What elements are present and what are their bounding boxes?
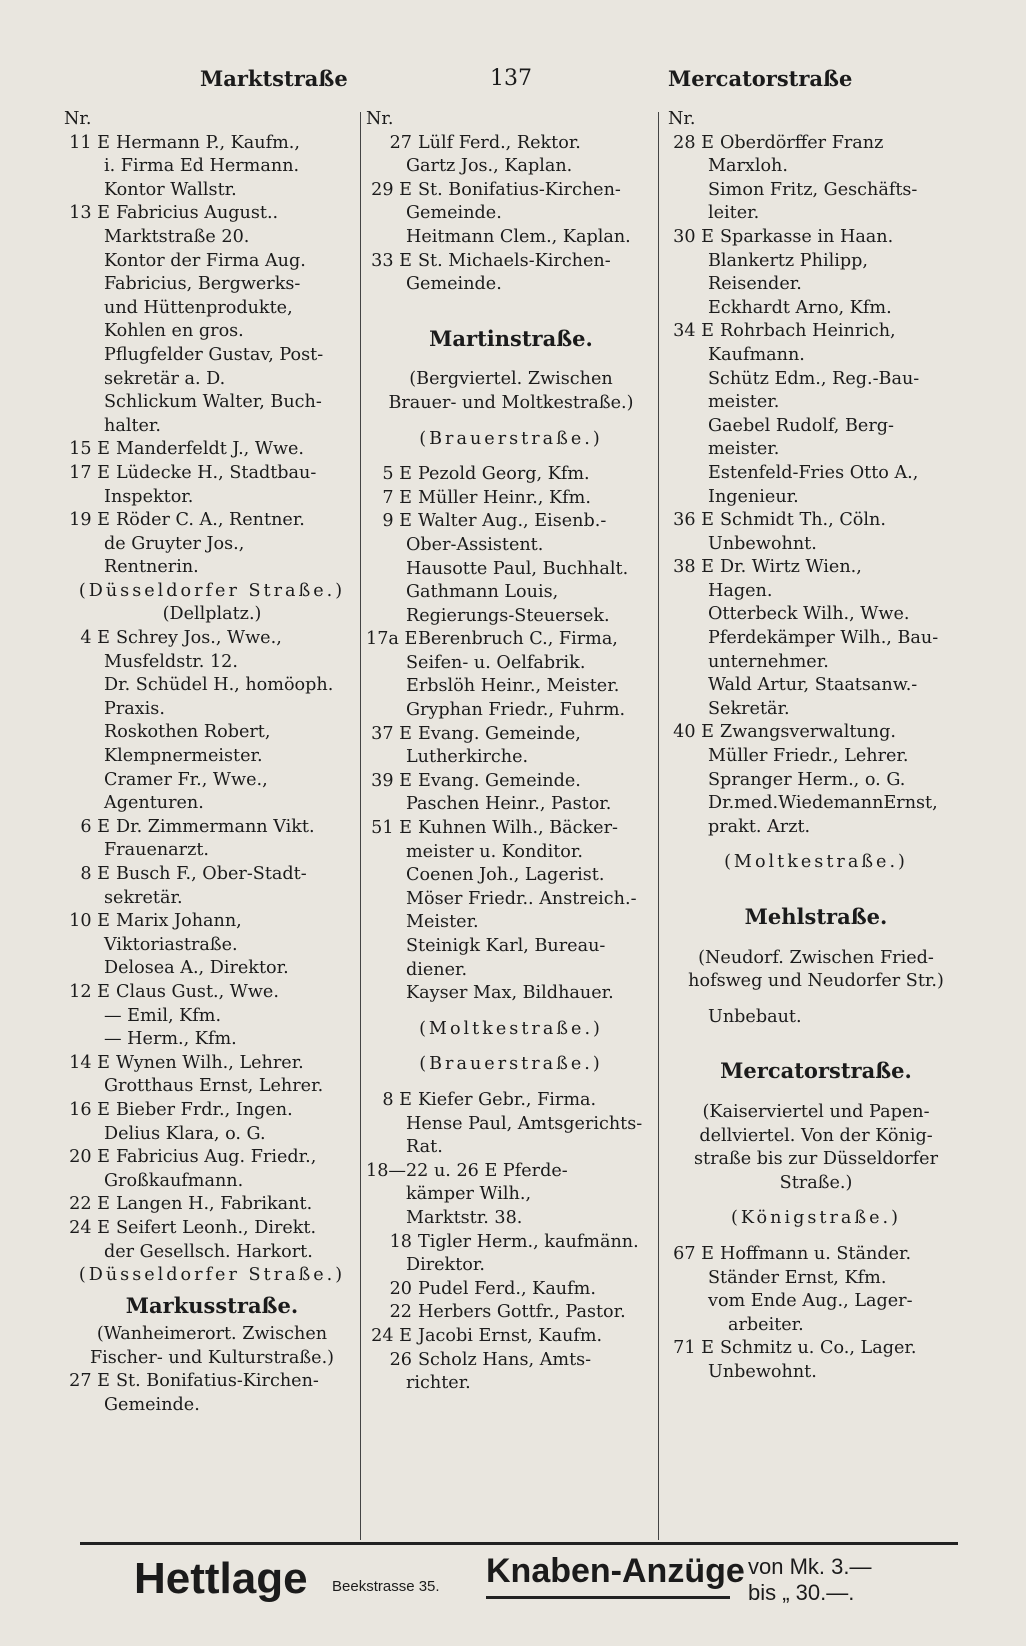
entry-continuation: Klempnermeister. <box>104 746 263 767</box>
street-note: dellviertel. Von der König- <box>699 1125 933 1146</box>
street-note: Brauer- und Moltkestraße.) <box>388 392 634 413</box>
entry-row <box>64 1217 360 1241</box>
entry-row <box>366 179 656 203</box>
spacer <box>668 839 964 851</box>
entry-text: Bieber Frdr., Ingen. <box>116 1099 293 1120</box>
entry-row <box>366 510 656 534</box>
entry-continuation: Simon Fritz, Geschäfts- <box>708 179 918 200</box>
ad-price-from: von Mk. 3.— <box>748 1554 872 1579</box>
entry-row <box>64 816 360 840</box>
entry-continuation: Hagen. <box>708 580 773 601</box>
entry-row <box>64 202 360 226</box>
entry-text: Fabricius August.. <box>116 203 279 224</box>
entry-row <box>668 721 964 745</box>
entry-continuation: — Herm., Kfm. <box>104 1029 237 1050</box>
entry-text: Evang. Gemeinde, <box>418 723 581 744</box>
entry-continuation: Roskothen Robert, <box>104 722 271 743</box>
entry-continuation: Coenen Joh., Lagerist. <box>406 865 605 886</box>
entry-row <box>668 132 964 156</box>
entry-text: Evang. Gemeinde. <box>418 770 581 791</box>
house-number: 14 E <box>69 1052 110 1073</box>
house-number: 17a E <box>366 629 418 650</box>
entry-continuation: Estenfeld-Fries Otto A., <box>708 462 919 483</box>
entry-continuation: Heitmann Clem., Kaplan. <box>406 226 631 247</box>
entry-continuation: Gryphan Friedr., Fuhrm. <box>406 700 626 721</box>
entry-text: Pudel Ferd., Kaufm. <box>418 1278 596 1299</box>
entry-continuation: Marxloh. <box>708 156 788 177</box>
entry-row <box>366 1278 656 1302</box>
ad-product-underline <box>486 1596 730 1599</box>
street-note: (Bergviertel. Zwischen <box>409 369 613 390</box>
ad-brand: Hettlage <box>134 1554 308 1603</box>
entry-continuation: Schlickum Walter, Buch- <box>104 392 322 413</box>
entry-continuation: Delosea A., Direktor. <box>104 958 289 979</box>
house-number: 11 E <box>69 132 110 153</box>
entry-continuation: Hausotte Paul, Buchhalt. <box>406 558 629 579</box>
entry-row <box>668 320 964 344</box>
column-label: Nr. <box>366 109 394 129</box>
entry-text: Langen H., Fabrikant. <box>116 1194 313 1215</box>
entry-continuation: Sekretär. <box>708 698 790 719</box>
house-number: 26 <box>389 1349 412 1370</box>
entry-text: St. Michaels-Kirchen- <box>418 250 611 271</box>
spacer <box>668 1029 964 1041</box>
entry-text: Zwangsverwaltung. <box>720 722 896 743</box>
street-note: (Düsseldorfer Straße.) <box>78 580 346 601</box>
spacer <box>668 994 964 1006</box>
entry-continuation: Kontor Wallstr. <box>104 179 237 200</box>
house-number: 22 E <box>69 1194 110 1215</box>
entry-continuation: — Emil, Kfm. <box>104 1005 222 1026</box>
street-note: (Dellplatz.) <box>162 604 262 625</box>
entry-row <box>64 1052 360 1076</box>
ad-product: Knaben-Anzüge <box>486 1552 745 1590</box>
house-number: 12 E <box>69 981 110 1002</box>
entry-text: Dr. Zimmermann Vikt. <box>116 816 315 837</box>
entry-text: Seifert Leonh., Direkt. <box>116 1217 317 1238</box>
entry-continuation: Praxis. <box>104 698 165 719</box>
entry-text: Hoffmann u. Ständer. <box>720 1243 912 1264</box>
house-number: 27 E <box>69 1371 110 1392</box>
entry-continuation: richter. <box>406 1373 471 1394</box>
entry-continuation: de Gruyter Jos., <box>104 533 245 554</box>
entry-continuation: Gartz Jos., Kaplan. <box>406 156 573 177</box>
entry-continuation: Regierungs-Steuersek. <box>406 605 610 626</box>
entry-text: Claus Gust., Wwe. <box>116 981 279 1002</box>
entry-row <box>366 1089 656 1113</box>
entry-text: Jacobi Ernst, Kaufm. <box>418 1325 603 1346</box>
entry-text: Kiefer Gebr., Firma. <box>418 1089 597 1110</box>
entry-text: Lülf Ferd., Rektor. <box>418 132 581 153</box>
entry-continuation: Direktor. <box>406 1255 485 1276</box>
entry-row <box>366 628 656 652</box>
header-left-street: Marktstraße <box>200 66 348 91</box>
entry-continuation: und Hüttenprodukte, <box>104 297 293 318</box>
entry-text: Walter Aug., Eisenb.- <box>418 511 607 532</box>
street-note: (Moltkestraße.) <box>419 1018 603 1039</box>
entry-continuation: Möser Friedr.. Anstreich.- <box>406 888 637 909</box>
entry-row <box>64 132 360 156</box>
entry-text: Hermann P., Kaufm., <box>116 132 300 153</box>
entry-row <box>64 910 360 934</box>
entry-text: Rohrbach Heinrich, <box>720 321 896 342</box>
entry-continuation: Marktstr. 38. <box>406 1207 523 1228</box>
house-number: 8 E <box>80 864 110 884</box>
entry-row <box>64 462 360 486</box>
entry-continuation: Viktoriastraße. <box>104 934 238 955</box>
entry-continuation: Erbslöh Heinr., Meister. <box>406 676 620 697</box>
entry-text: Berenbruch C., Firma, <box>418 629 618 650</box>
entry-continuation: Grotthaus Ernst, Lehrer. <box>104 1076 324 1097</box>
entry-row <box>366 1349 656 1373</box>
house-number: 13 E <box>69 203 110 224</box>
entry-text: Schmitz u. Co., Lager. <box>720 1338 917 1359</box>
entry-continuation: Inspektor. <box>104 486 194 507</box>
entry-continuation: Hense Paul, Amtsgerichts- <box>406 1113 643 1134</box>
entry-continuation: Schütz Edm., Reg.-Bau- <box>708 368 920 389</box>
entry-row <box>64 1370 360 1394</box>
entry-continuation: Seifen- u. Oelfabrik. <box>406 652 586 673</box>
house-number: 67 E <box>673 1243 714 1264</box>
entry-continuation: Gemeinde. <box>406 203 502 224</box>
entry-text: St. Bonifatius-Kirchen- <box>116 1371 319 1392</box>
entry-continuation: Kayser Max, Bildhauer. <box>406 983 614 1004</box>
entry-continuation: kämper Wilh., <box>406 1184 532 1205</box>
house-number: 18 <box>389 1231 412 1252</box>
house-number: 7 E <box>382 487 412 508</box>
entry-continuation: Ober-Assistent. <box>406 534 544 555</box>
column-label: Nr. <box>668 109 696 129</box>
entry-text: Manderfeldt J., Wwe. <box>116 439 305 460</box>
house-number: 6 E <box>80 816 110 837</box>
street-heading: Mercatorstraße. <box>720 1058 912 1084</box>
street-note: (Düsseldorfer Straße.) <box>78 1265 346 1286</box>
entry-text: Sparkasse in Haan. <box>720 226 894 247</box>
entry-continuation: der Gesellsch. Harkort. <box>104 1241 313 1262</box>
entry-continuation: Blankertz Philipp, <box>708 250 868 271</box>
house-number: 15 E <box>69 439 110 460</box>
house-number: 24 E <box>69 1217 110 1238</box>
entry-continuation: sekretär. <box>104 887 183 908</box>
spacer <box>366 1041 656 1053</box>
spacer <box>668 935 964 947</box>
entry-continuation: Rat. <box>406 1137 443 1158</box>
entry-continuation: prakt. Arzt. <box>708 816 811 837</box>
street-note: (Brauerstraße.) <box>419 1054 603 1075</box>
entry-continuation: Dr.med.WiedemannErnst, <box>708 793 938 814</box>
house-number: 9 E <box>382 511 412 532</box>
house-number: 10 E <box>69 911 110 932</box>
entry-continuation: unternehmer. <box>708 651 829 672</box>
spacer <box>366 416 656 428</box>
entry-continuation: Steinigk Karl, Bureau- <box>406 936 606 956</box>
spacer <box>366 1077 656 1089</box>
entry-row <box>64 981 360 1005</box>
entry-continuation: Kohlen en gros. <box>104 321 244 342</box>
house-number: 4 E <box>80 628 110 649</box>
house-number: 37 E <box>371 723 412 744</box>
entry-continuation: Cramer Fr., Wwe., <box>104 769 268 790</box>
street-note: (Kaiserviertel und Papen- <box>702 1101 930 1122</box>
entry-row <box>366 463 656 487</box>
entry-continuation: Musfeldstr. 12. <box>104 651 238 672</box>
entry-continuation: Frauenarzt. <box>104 840 210 861</box>
entry-continuation: Pflugfelder Gustav, Post- <box>104 344 324 365</box>
entry-row <box>64 627 360 651</box>
house-number: 36 E <box>673 510 714 531</box>
entry-row <box>366 1231 656 1255</box>
entry-continuation: Gemeinde. <box>406 274 502 295</box>
column-3 <box>668 108 964 1540</box>
entry-row <box>64 1146 360 1170</box>
entry-text: Oberdörffer Franz <box>720 132 884 153</box>
entry-row <box>64 1099 360 1123</box>
spacer <box>668 1231 964 1243</box>
entry-row <box>64 1193 360 1217</box>
entry-continuation: meister. <box>708 392 780 413</box>
entry-text: Schrey Jos., Wwe., <box>116 628 282 649</box>
entry-continuation: Unbewohnt. <box>708 1361 817 1382</box>
street-note: (Königstraße.) <box>731 1208 901 1229</box>
entry-row <box>366 250 656 274</box>
column-divider <box>658 112 659 1540</box>
house-number: 5 E <box>382 464 412 485</box>
entry-text: Pezold Georg, Kfm. <box>418 464 590 485</box>
entry-continuation: Meister. <box>406 912 479 933</box>
house-number: 71 E <box>673 1338 714 1359</box>
entry-continuation: sekretär a. D. <box>104 368 226 389</box>
house-number: 24 E <box>371 1325 412 1346</box>
entry-row <box>64 863 360 887</box>
column-label: 18—22 u. 26 E Pferde- <box>366 1160 568 1181</box>
street-heading: Martinstraße. <box>429 325 593 351</box>
entry-continuation: Marktstraße 20. <box>104 226 250 247</box>
entry-row <box>366 132 656 156</box>
house-number: 51 E <box>371 818 412 839</box>
entry-row <box>668 556 964 580</box>
entry-continuation: Gaebel Rudolf, Berg- <box>708 415 894 436</box>
header-right-street: Mercatorstraße <box>668 66 853 91</box>
entry-text: Wynen Wilh., Lehrer. <box>116 1052 304 1073</box>
entry-row <box>366 1301 656 1325</box>
entry-continuation: meister u. Konditor. <box>406 841 583 862</box>
entry-continuation: Gathmann Louis, <box>406 582 559 603</box>
entry-row <box>366 817 656 841</box>
house-number: 28 E <box>673 132 714 153</box>
entry-continuation: leiter. <box>708 203 760 224</box>
entry-text: Dr. Wirtz Wien., <box>720 557 862 578</box>
entry-row <box>64 438 360 462</box>
house-number: 34 E <box>673 321 714 342</box>
street-note: hofsweg und Neudorfer Str.) <box>688 971 944 992</box>
entry-continuation: Unbebaut. <box>708 1006 802 1027</box>
entry-continuation: Kontor der Firma Aug. <box>104 250 306 271</box>
house-number: 17 E <box>69 462 110 483</box>
house-number: 33 E <box>371 250 412 271</box>
street-note: (Wanheimerort. Zwischen <box>96 1324 328 1345</box>
entry-continuation: Rentnerin. <box>104 557 199 578</box>
house-number: 20 <box>389 1278 412 1299</box>
entry-continuation: Eckhardt Arno, Kfm. <box>708 297 892 318</box>
page-number: 137 <box>490 66 532 91</box>
column-2 <box>366 108 656 1540</box>
page-header <box>0 62 1026 98</box>
spacer <box>366 297 656 309</box>
house-number: 20 E <box>69 1147 110 1168</box>
spacer <box>366 1006 656 1018</box>
spacer <box>366 309 656 321</box>
entry-continuation: Unbewohnt. <box>708 533 817 554</box>
entry-row <box>366 487 656 511</box>
house-number: 30 E <box>673 226 714 247</box>
entry-text: Schmidt Th., Cöln. <box>720 510 886 531</box>
advertisement-footer <box>0 1548 1026 1638</box>
entry-continuation: Paschen Heinr., Pastor. <box>406 794 612 815</box>
entry-continuation: Kaufmann. <box>708 344 805 365</box>
house-number: 38 E <box>673 557 714 578</box>
entry-text: Busch F., Ober-Stadt- <box>116 864 307 884</box>
entry-row <box>366 1325 656 1349</box>
spacer <box>668 875 964 887</box>
spacer <box>668 1041 964 1053</box>
entry-continuation: meister. <box>708 439 780 460</box>
entry-text: Fabricius Aug. Friedr., <box>116 1147 317 1168</box>
house-number: 16 E <box>69 1099 110 1120</box>
spacer <box>366 356 656 368</box>
ad-price-to: bis „ 30.—. <box>748 1580 855 1605</box>
entry-row <box>668 226 964 250</box>
entry-text: Müller Heinr., Kfm. <box>418 487 591 508</box>
entry-text: Marix Johann, <box>116 911 242 932</box>
column-1 <box>64 108 360 1540</box>
column-label: Nr. <box>64 109 92 129</box>
spacer <box>668 1195 964 1207</box>
entry-continuation: Pferdekämper Wilh., Bau- <box>708 628 939 649</box>
entry-continuation: vom Ende Aug., Lager- <box>708 1291 913 1312</box>
entry-text: Lüdecke H., Stadtbau- <box>116 462 317 483</box>
entry-continuation: Ingenieur. <box>708 486 799 507</box>
entry-continuation: Lutherkirche. <box>406 747 529 768</box>
entry-text: Tigler Herm., kaufmänn. <box>418 1231 639 1252</box>
house-number: 22 <box>389 1302 412 1323</box>
entry-continuation: Delius Klara, o. G. <box>104 1123 266 1144</box>
entry-continuation: Müller Friedr., Lehrer. <box>708 746 909 767</box>
entry-row <box>668 509 964 533</box>
entry-text: Kuhnen Wilh., Bäcker- <box>418 818 618 839</box>
entry-continuation: Ständer Ernst, Kfm. <box>708 1267 887 1288</box>
spacer <box>668 887 964 899</box>
house-number: 39 E <box>371 770 412 791</box>
entry-continuation: i. Firma Ed Hermann. <box>104 156 300 177</box>
entry-continuation: Fabricius, Bergwerks- <box>104 274 301 295</box>
street-note: (Brauerstraße.) <box>419 428 603 449</box>
ad-address: Beekstrasse 35. <box>332 1578 440 1595</box>
entry-text: Herbers Gottfr., Pastor. <box>418 1302 626 1323</box>
entry-row <box>668 1337 964 1361</box>
entry-continuation: Spranger Herm., o. G. <box>708 769 906 790</box>
entry-continuation: Dr. Schüdel H., homöoph. <box>104 675 334 696</box>
spacer <box>366 451 656 463</box>
entry-continuation: Reisender. <box>708 274 802 295</box>
street-note: straße bis zur Düsseldorfer <box>693 1149 938 1170</box>
entry-row <box>366 770 656 794</box>
entry-row <box>668 1243 964 1267</box>
entry-row <box>64 509 360 533</box>
entry-continuation: Otterbeck Wilh., Wwe. <box>708 604 910 625</box>
house-number: 29 E <box>371 179 412 200</box>
entry-continuation: arbeiter. <box>728 1314 804 1335</box>
street-note: Straße.) <box>779 1172 853 1193</box>
entry-row <box>366 723 656 747</box>
street-note: (Moltkestraße.) <box>724 852 908 873</box>
entry-continuation: Gemeinde. <box>104 1395 200 1416</box>
entry-continuation: halter. <box>104 415 161 436</box>
entry-text: Röder C. A., Rentner. <box>116 510 305 531</box>
street-heading: Mehlstraße. <box>744 904 888 929</box>
house-number: 19 E <box>69 510 110 531</box>
entry-text: Scholz Hans, Amts- <box>418 1349 592 1370</box>
house-number: 40 E <box>673 722 714 743</box>
house-number: 27 <box>389 132 412 153</box>
street-note: (Neudorf. Zwischen Fried- <box>698 947 934 968</box>
spacer <box>668 1089 964 1101</box>
entry-continuation: Großkaufmann. <box>104 1170 244 1191</box>
entry-continuation: Agenturen. <box>104 793 204 814</box>
house-number: 8 E <box>382 1089 412 1110</box>
footer-rule <box>80 1542 958 1545</box>
column-divider <box>360 112 361 1540</box>
entry-text: St. Bonifatius-Kirchen- <box>418 179 621 200</box>
entry-continuation: diener. <box>406 959 468 980</box>
street-heading: Markusstraße. <box>125 1292 299 1318</box>
street-note: Fischer- und Kulturstraße.) <box>89 1347 335 1368</box>
entry-continuation: Wald Artur, Staatsanw.- <box>708 675 918 696</box>
